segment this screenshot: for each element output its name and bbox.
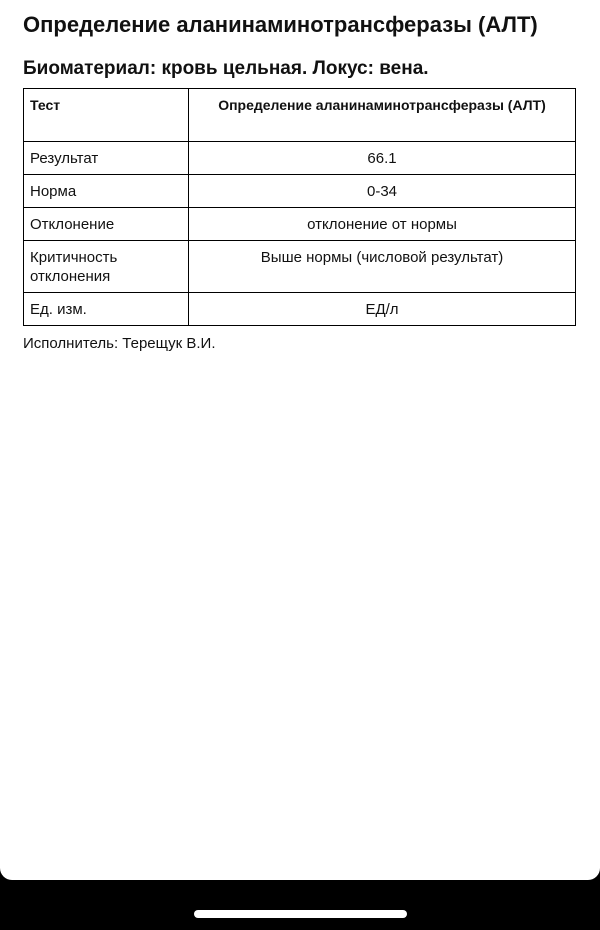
table-row-criticality (24, 241, 576, 293)
row-value: 66.1 (189, 142, 576, 175)
header-value-cell: Определение аланинаминотрансферазы (АЛТ) (189, 89, 576, 142)
row-label: Норма (24, 175, 189, 208)
home-indicator[interactable] (194, 910, 407, 918)
row-value: Выше нормы (числовой результат) (189, 241, 576, 293)
biomaterial-subtitle: Биоматериал: кровь цельная. Локус: вена. (23, 58, 429, 79)
table-row-deviation (24, 208, 576, 241)
row-label: Результат (24, 142, 189, 175)
table-row-units (24, 293, 576, 326)
row-value: 0-34 (189, 175, 576, 208)
row-label: Отклонение (24, 208, 189, 241)
page-title: Определение аланинаминотрансферазы (АЛТ) (23, 12, 538, 37)
row-value: ЕД/л (189, 293, 576, 326)
header-label-cell: Тест (24, 89, 189, 142)
row-value: отклонение от нормы (189, 208, 576, 241)
row-label: Ед. изм. (24, 293, 189, 326)
executor-line: Исполнитель: Терещук В.И. (23, 335, 216, 352)
row-label: Критичность отклонения (24, 241, 189, 293)
table-header-row (24, 89, 576, 142)
table-row-result (24, 142, 576, 175)
table-row-norm (24, 175, 576, 208)
results-table (23, 88, 576, 326)
